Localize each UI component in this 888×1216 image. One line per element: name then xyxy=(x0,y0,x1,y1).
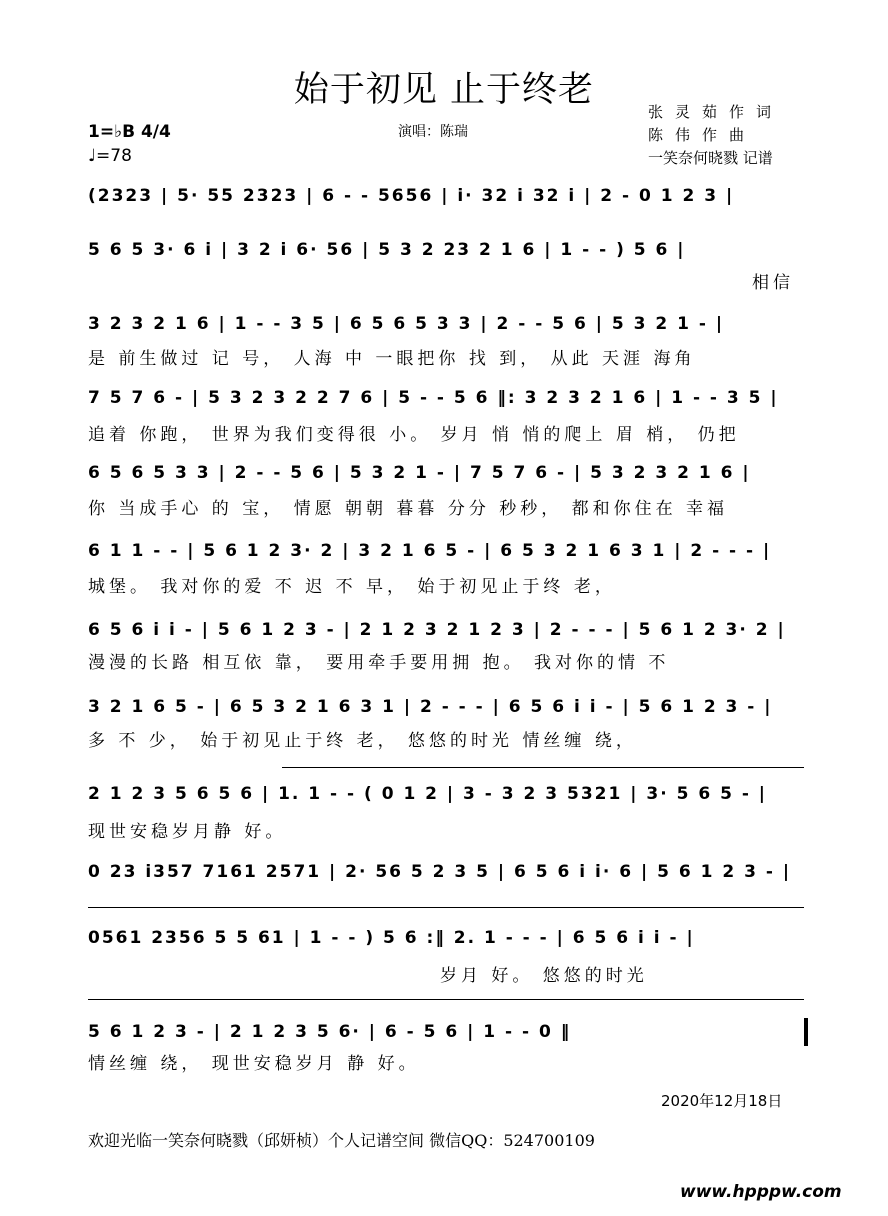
notation-line-2: 5 6 5 3· 6 i | 3 2 i 6· 56 | 5 3 2 23 2 1 6 | 1 - - ) 5 6 | xyxy=(88,240,686,260)
lyric-line-9: 现世安稳岁月静 好。 xyxy=(88,822,287,842)
volta-bracket-1 xyxy=(282,767,804,768)
singer-credit: 演唱：陈瑞 xyxy=(398,124,468,140)
notation-line-7: 6 5 6 i i - | 5 6 1 2 3 - | 2 1 2 3 2 1 2 3 | 2 - - - | 5 6 1 2 3· 2 | xyxy=(88,620,786,640)
notation-line-5: 6 5 6 5 3 3 | 2 - - 5 6 | 5 3 2 1 - | 7 5 7 6 - | 5 3 2 3 2 1 6 | xyxy=(88,463,751,483)
notation-line-4: 7 5 7 6 - | 5 3 2 3 2 2 7 6 | 5 - - 5 6 ‖: 3 2 3 2 1 6 | 1 - - 3 5 | xyxy=(88,388,779,408)
site-watermark: www.hpppw.com xyxy=(680,1182,842,1202)
staff-rule-2 xyxy=(88,999,804,1000)
lyric-line-6: 城堡。 我对你的爱 不 迟 不 早， 始于初见止于终 老， xyxy=(88,577,616,597)
tempo-marking: ♩=78 xyxy=(88,146,132,166)
lyricist-credit: 张灵茹作词 xyxy=(648,103,784,121)
page-title: 始于初见 止于终老 xyxy=(293,70,595,110)
final-barline xyxy=(804,1018,808,1046)
notation-line-11: 0561 2356 5 5 61 | 1 - - ) 5 6 :‖ 2. 1 - - - | 6 5 6 i i - | xyxy=(88,928,695,948)
lyric-line-5: 你 当成手心 的 宝， 情愿 朝朝 暮暮 分分 秒秒， 都和你住在 幸福 xyxy=(88,499,729,519)
notation-line-6: 6 1 1 - - | 5 6 1 2 3· 2 | 3 2 1 6 5 - | 6 5 3 2 1 6 3 1 | 2 - - - | xyxy=(88,541,772,561)
notation-line-3: 3 2 3 2 1 6 | 1 - - 3 5 | 6 5 6 5 3 3 | 2 - - 5 6 | 5 3 2 1 - | xyxy=(88,314,725,334)
notation-line-12: 5 6 1 2 3 - | 2 1 2 3 5 6· | 6 - 5 6 | 1 - - 0 ‖ xyxy=(88,1022,572,1042)
composer-credit: 陈伟作曲 xyxy=(648,126,757,144)
lyric-line-4: 追着 你跑， 世界为我们变得很 小。 岁月 悄 悄的爬上 眉 梢， 仍把 xyxy=(88,425,740,445)
footer-note: 欢迎光临一笑奈何晓戮（邱妍桢）个人记谱空间 微信QQ：524700109 xyxy=(88,1131,595,1150)
lyric-line-2: 相信 xyxy=(752,273,794,293)
lyric-line-7: 漫漫的长路 相互依 靠， 要用牵手要用拥 抱。 我对你的情 不 xyxy=(88,653,670,673)
lyric-line-11: 岁月 好。 悠悠的时光 xyxy=(440,966,648,986)
lyric-line-8: 多 不 少， 始于初见止于终 老， 悠悠的时光 情丝缠 绕， xyxy=(88,731,637,751)
lyric-line-3: 是 前生做过 记 号， 人海 中 一眼把你 找 到， 从此 天涯 海角 xyxy=(88,349,696,369)
transcription-date: 2020年12月18日 xyxy=(661,1092,783,1110)
notation-line-9: 2 1 2 3 5 6 5 6 | 1. 1 - - ( 0 1 2 | 3 - 3 2 3 5321 | 3· 5 6 5 - | xyxy=(88,784,768,804)
key-signature: 1=♭B 4/4 xyxy=(88,122,171,142)
transcriber-credit: 一笑奈何晓戮 记谱 xyxy=(648,149,773,167)
staff-rule-1 xyxy=(88,907,804,908)
notation-line-10: 0 23 i357 7161 2571 | 2· 56 5 2 3 5 | 6 5 6 i i· 6 | 5 6 1 2 3 - | xyxy=(88,862,792,882)
notation-line-8: 3 2 1 6 5 - | 6 5 3 2 1 6 3 1 | 2 - - - | 6 5 6 i i - | 5 6 1 2 3 - | xyxy=(88,697,773,717)
notation-line-1: (2323 | 5· 55 2323 | 6 - - 5656 | i· 32 i 32 i | 2 - 0 1 2 3 | xyxy=(88,186,735,206)
lyric-line-12: 情丝缠 绕， 现世安稳岁月 静 好。 xyxy=(88,1054,420,1074)
